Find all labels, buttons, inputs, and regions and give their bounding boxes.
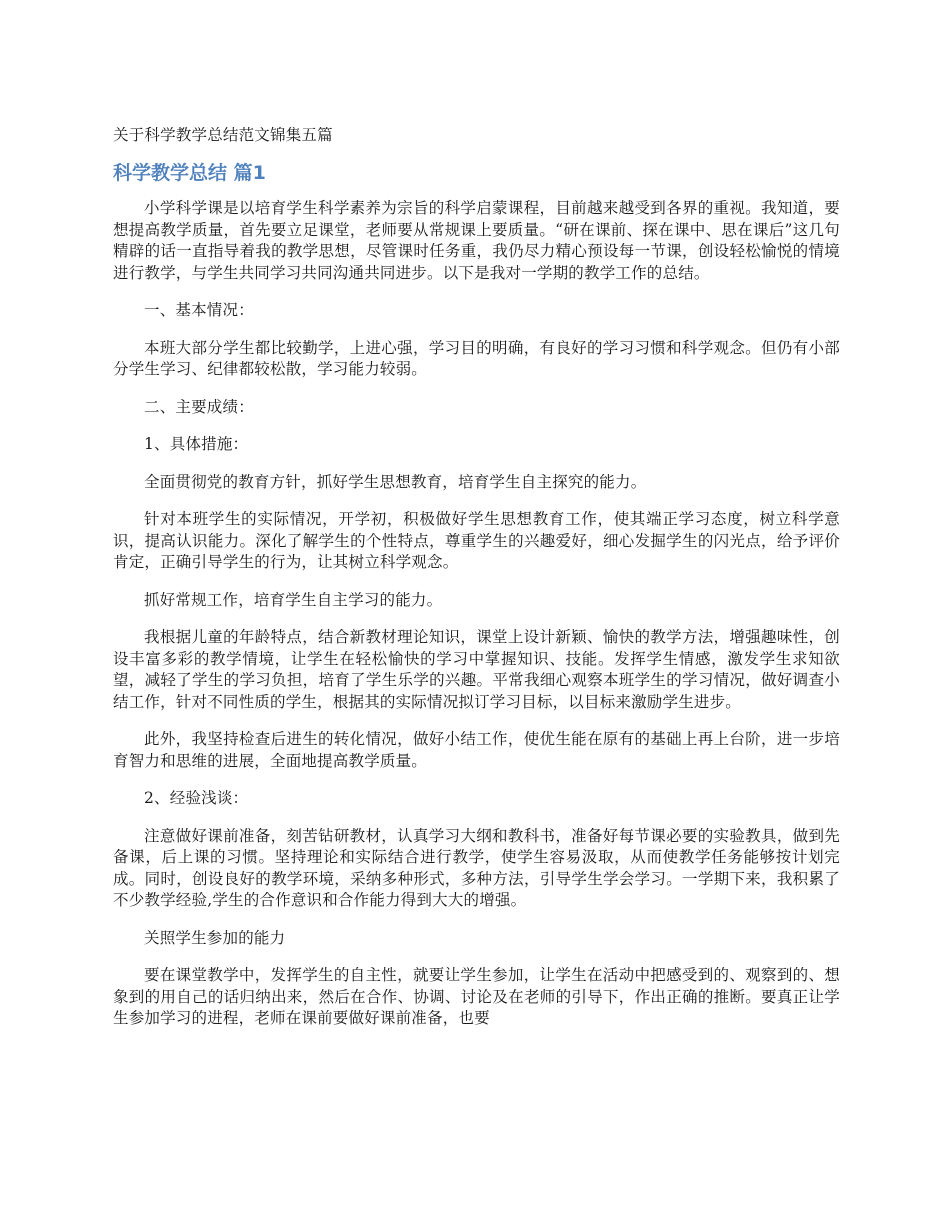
paragraph-intro: 小学科学课是以培育学生科学素养为宗旨的科学启蒙课程，目前越来越受到各界的重视。我知道，要想提高教学质量，首先要立足课堂，老师要从常规课上要质量。“研在课前、探在课中、思在课后”这几句精辟的话一直指导着我的教学思想，尽管课时任务重，我仍尽力精心预设每一节课，创设轻松愉悦的情境进行教学，与学生共同学习共同沟通共同进步。以下是我对一学期的教学工作的总结。 (113, 199, 840, 282)
paragraph-measures-3: 抓好常规工作，培育学生自主学习的能力。 (144, 590, 443, 609)
paragraph-heading-measures: 1、具体措施： (144, 435, 249, 453)
paragraph-basic-situation: 本班大部分学生都比较勤学，上进心强，学习目的明确，有良好的学习习惯和科学观念。但仍有小部分学生学习、纪律都较松散，学习能力较弱。 (113, 338, 840, 378)
paragraph-heading-basic-situation: 一、基本情况： (144, 301, 254, 319)
section-heading: 科学教学总结 篇1 (113, 162, 266, 184)
paragraph-heading-main-results: 二、主要成绩： (144, 397, 254, 416)
paragraph-measures-5: 此外，我坚持检查后进生的转化情况，做好小结工作，使优生能在原有的基础上再上台阶，进一步培育智力和思维的进展，全面地提高教学质量。 (113, 730, 840, 770)
paragraph-experience: 注意做好课前准备，刻苦钻研教材，认真学习大纲和教科书，准备好每节课必要的实验教具，做到先备课，后上课的习惯。坚持理论和实际结合进行教学，使学生容易汲取，从而使教学任务能够按计划完成。同时，创设良好的教学环境，采纳多种形式，多种方法，引导学生学会学习。一学期下来，我积累了不少教学经验,学生的合作意识和合作能力得到大大的增强。 (113, 826, 840, 909)
paragraph-heading-participation: 关照学生参加的能力 (144, 928, 286, 947)
paragraph-measures-2: 针对本班学生的实际情况，开学初，积极做好学生思想教育工作，使其端正学习态度，树立科学意识，提高认识能力。深化了解学生的个性特点，尊重学生的兴趣爱好，细心发掘学生的闪光点，给予评价肯定，正确引导学生的行为，让其树立科学观念。 (113, 510, 840, 571)
paragraph-heading-experience: 2、经验浅谈： (144, 789, 249, 807)
paragraph-participation: 要在课堂教学中，发挥学生的自主性，就要让学生参加，让学生在活动中把感受到的、观察到的、想象到的用自己的话归纳出来，然后在合作、协调、讨论及在老师的引导下，作出正确的推断。要真正让学生参加学习的进程，老师在课前要做好课前准备，也要 (113, 966, 840, 1027)
paragraph-measures-4: 我根据儿童的年龄特点，结合新教材理论知识，课堂上设计新颖、愉快的教学方法，增强趣味性，创设丰富多彩的教学情境，让学生在轻松愉快的学习中掌握知识、技能。发挥学生情感，激发学生求知欲望，减轻了学生的学习负担，培育了学生乐学的兴趣。平常我细心观察本班学生的学习情况，做好调查小结工作，针对不同性质的学生，根据其的实际情况拟订学习目标，以目标来激励学生进步。 (113, 628, 840, 711)
document-page (113, 124, 840, 1030)
document-title: 关于科学教学总结范文锦集五篇 (113, 126, 333, 144)
paragraph-measures-1: 全面贯彻党的教育方针，抓好学生思想教育，培育学生自主探究的能力。 (144, 472, 647, 491)
